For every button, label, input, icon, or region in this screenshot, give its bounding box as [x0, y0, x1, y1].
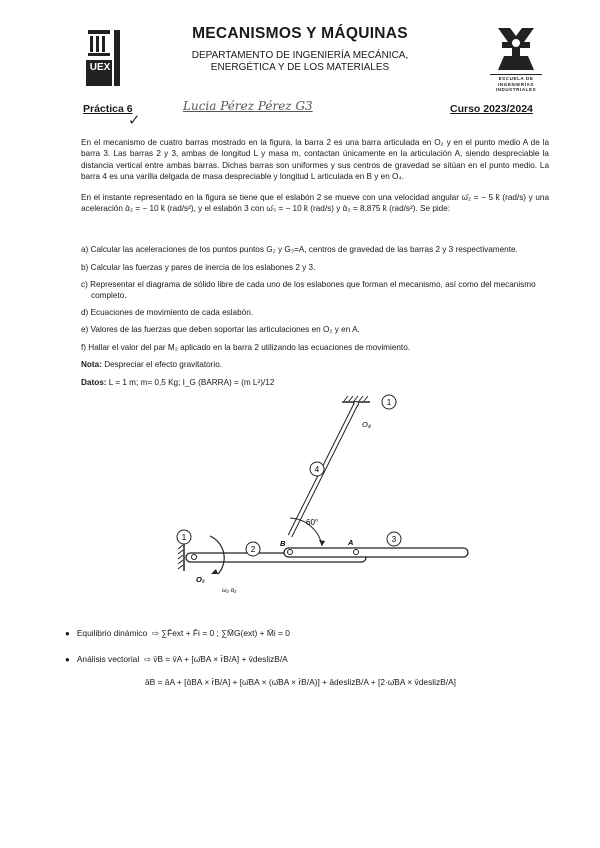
pin-a	[354, 550, 359, 555]
equilibrium-label: Equilibrio dinámico	[76, 628, 148, 638]
uex-logo-text: UEX	[89, 62, 111, 73]
velocity-formula: ⇨ v̄B = v̄A + [ω̄BA × r̄B/A] + v̄deslizB/A	[143, 654, 288, 664]
link-3-label: 3	[391, 535, 397, 544]
bullet-2-icon: ●	[65, 655, 70, 664]
note	[81, 360, 222, 369]
equilibrium-formula: ⇨ ∑F̄ext + F̄i = 0 ; ∑M̄G(ext) + M̄i = 0	[151, 628, 290, 638]
intro-paragraph-1: En el mecanismo de cuatro barras mostrado en la figura, la barra 2 es una barra articulada en O₂ y en el punto medio A de la barra 3. Las barras 2 y 3, ambas de longitud L y masa m, contactan únicamente en la articulación A, siendo despreciable la distancia vertical entre ambas barras. Dichas barras son uniformes y sus centros de gravedad se sitúan en el punto medio. La barra 4 es una varilla delgada de masa despreciable y longitud L articulada en B y en O₄.	[81, 138, 549, 182]
course-year: Curso 2023/2024	[450, 103, 533, 115]
vector-analysis-label: Análisis vectorial	[76, 654, 140, 664]
question-c: c) Representar el diagrama de sólido libre de cada uno de los eslabones que forman el mecanismo, así como del mecanismo completo.	[81, 280, 536, 300]
question-e: e) Valores de las fuerzas que deben soportar las articulaciones en O₂ y en A.	[81, 325, 360, 334]
department-line-2: ENERGÉTICA Y DE LOS MATERIALES	[210, 62, 390, 73]
student-name: Lucia Pérez Pérez G3	[183, 99, 313, 113]
bar-3	[284, 548, 468, 557]
ground-o2-hatch	[178, 545, 183, 569]
data-label: Datos:	[81, 378, 107, 387]
bullet-1-icon: ●	[65, 629, 70, 638]
pin-b	[288, 550, 293, 555]
question-a: a) Calcular las aceleraciones de los puntos puntos G₂ y G₃=A, centros de gravedad de las barras 2 y 3 respectivamente.	[81, 245, 518, 254]
equation-2	[65, 654, 288, 664]
check-mark-icon: ✓	[128, 112, 141, 129]
note-label: Nota:	[81, 360, 102, 369]
question-f: f) Hallar el valor del par M₂ aplicado en la barra 2 utilizando las ecuaciones de movimiento.	[81, 343, 411, 352]
label-omega-alpha: ω₂ α₂	[222, 588, 237, 594]
link-1-label-top: 1	[386, 398, 392, 407]
link-4-label: 4	[314, 465, 320, 474]
label-a: A	[348, 538, 354, 547]
document-title: MECANISMOS Y MÁQUINAS	[192, 25, 408, 42]
practica-label: Práctica 6	[83, 103, 133, 115]
link-1-label-left: 1	[181, 533, 187, 542]
pin-o2	[192, 555, 197, 560]
data-given	[81, 378, 274, 387]
note-text: Despreciar el efecto gravitatorio.	[101, 360, 223, 369]
intro-paragraph-2: En el instante representado en la figura se tiene que el eslabón 2 se mueve con una velocidad angular ω̄₂ = − 5 k̄ (rad/s) y una aceleración ᾱ₂ = − 10 k̄ (rad/s²), y el eslabón 3 con ω̄₃ = − 10 k̄ (rad/s) y ᾱ₃ = 8,875 k̄ (rad/s²). Se pide:	[81, 193, 549, 214]
link-2-label: 2	[250, 545, 256, 554]
mechanism-figure	[170, 388, 470, 608]
label-o2: O₂	[196, 575, 205, 584]
school-logo-text: ESCUELA DE INGENIERÍAS INDUSTRIALES	[490, 74, 542, 93]
angle-label: 60°	[306, 518, 319, 527]
data-text: L = 1 m; m= 0,5 Kg; I_G (BARRA) = (m L²)/12	[106, 378, 275, 387]
ground-o4-hatch	[344, 396, 368, 401]
question-d: d) Ecuaciones de movimiento de cada eslabón.	[81, 308, 254, 317]
equation-1	[65, 628, 290, 638]
department-line-1: DEPARTAMENTO DE INGENIERÍA MECÁNICA,	[191, 50, 409, 61]
label-b: B	[280, 539, 286, 548]
school-logo	[490, 26, 542, 96]
acceleration-formula: āB = āA + [ᾱBA × r̄B/A] + [ω̄BA × (ω̄BA × r̄B/A)] + ādeslizB/A + [2·ω̄BA × v̄deslizB/A]	[145, 677, 456, 687]
label-o4: O₄	[362, 420, 371, 429]
question-b: b) Calcular las fuerzas y pares de inercia de los eslabones 2 y 3.	[81, 263, 316, 272]
